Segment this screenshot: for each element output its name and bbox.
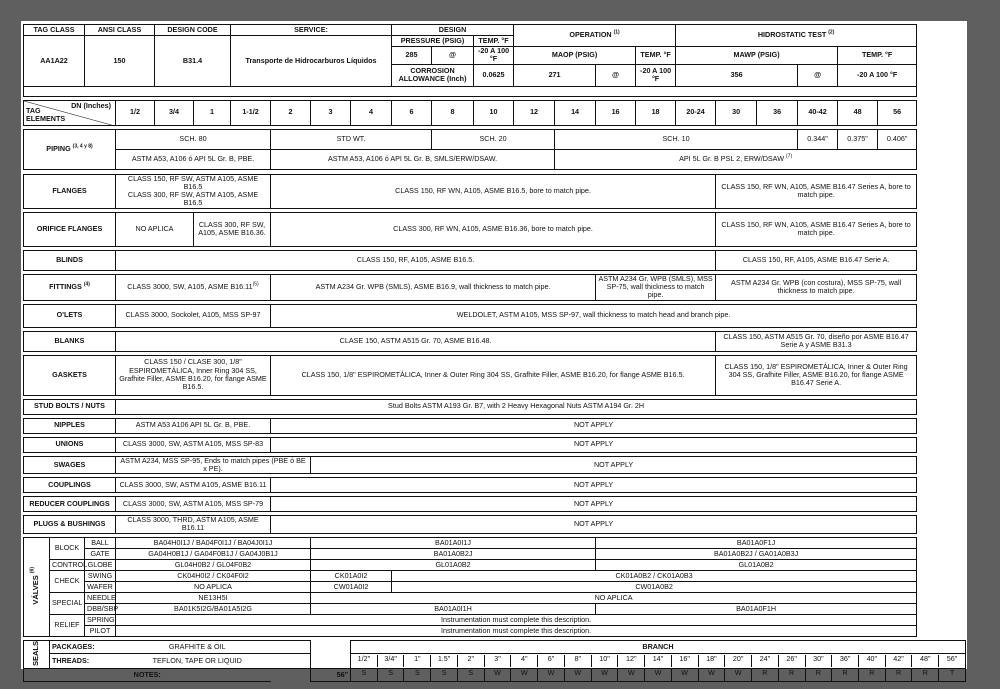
- branch-values-cell: [351, 668, 966, 681]
- tag-elements-label: TAG ELEMENTS: [26, 106, 66, 124]
- branch-code: S: [431, 669, 458, 681]
- valve-gate-row: [24, 548, 966, 559]
- dn-size: 12: [514, 100, 555, 125]
- branch-size: 4": [511, 655, 538, 667]
- branch-size: 56": [946, 654, 958, 664]
- valve-type-ball: BALL: [85, 537, 116, 548]
- branch-size: 24": [752, 655, 779, 667]
- service-label: SERVICE:: [231, 25, 392, 36]
- unions-c2: NOT APPLY: [271, 437, 917, 452]
- orifice-c4: CLASS 150, RF WN, A105, ASME B16.47 Series A, bore to match pipe.: [716, 212, 917, 246]
- plugs-label: PLUGS & BUSHINGS: [24, 516, 116, 534]
- dn-size: 4: [351, 100, 392, 125]
- valve-wafer-row: [24, 581, 966, 592]
- branch-size: 1/2": [351, 655, 378, 667]
- ansi-class-value: 150: [85, 36, 155, 87]
- design-pressure-value: 285: [392, 47, 432, 65]
- piping-label: PIPING $^{(3, 4 y 8)}$: [24, 129, 116, 169]
- piping-row: [24, 129, 966, 149]
- tag-class-value: AA1A22: [24, 36, 85, 87]
- design-code-value: B31.4: [155, 36, 231, 87]
- branch-size: 16": [672, 655, 699, 667]
- olets-row: [24, 304, 966, 327]
- corrosion-allowance-label: CORROSION ALLOWANCE (Inch): [392, 64, 474, 86]
- branch-size: 18": [699, 655, 726, 667]
- gaskets-c2: CLASS 150, 1/8" ESPIROMETÁLICA, Inner & Outer Ring 304 SS, Grafhite Filler, ASME B16.20, for flange ASME B16.5.: [271, 355, 716, 395]
- pressure-label: PRESSURE (PSIG): [392, 36, 474, 47]
- valve-type-pilot: PILOT: [85, 625, 116, 636]
- branch-size: 36": [832, 655, 859, 667]
- branch-size: 26": [779, 655, 806, 667]
- notes-label: NOTES:: [24, 668, 271, 681]
- piping-sch10: SCH. 10: [555, 129, 798, 149]
- reducer-label: REDUCER COUPLINGS: [24, 497, 116, 512]
- fittings-c3: ASTM A234 Gr. WPB (SMLS), MSS SP-75, wall thickness to match pipe.: [596, 274, 716, 300]
- gaskets-c3: CLASS 150, 1/8" ESPIROMETÁLICA, Inner & Outer Ring 304 SS, Grafhite Filler, ASME B16.20, for flange ASME B16.47 Serie A.: [716, 355, 917, 395]
- piping-thk-40: 0.344": [798, 129, 838, 149]
- swages-c1: ASTM A234, MSS SP-95, Ends to match pipes (PBE ó BE x PE).: [116, 456, 311, 474]
- hydrostatic-test-label: HIDROSTATIC TEST $^{(2)}$: [676, 25, 917, 47]
- blanks-row: [24, 331, 966, 351]
- branch-code: W: [645, 669, 672, 681]
- blanks-c2: CLASS 150, ASTM A515 Gr. 70, diseño por ASME B16.47 Serie A y ASME B31.3: [716, 331, 917, 351]
- unions-label: UNIONS: [24, 437, 116, 452]
- dn-size: 40-42: [798, 100, 838, 125]
- branch-size: 20": [725, 655, 752, 667]
- orifice-c1: NO APLICA: [116, 212, 194, 246]
- blinds-c2: CLASS 150, RF, A105, ASME B16.47 Serie A.: [716, 250, 917, 270]
- dn-size: 8: [432, 100, 474, 125]
- blinds-label: BLINDS: [24, 250, 116, 270]
- branch-code: R: [859, 669, 886, 681]
- fittings-c2: ASTM A234 Gr. WPB (SMLS), ASME B16.9, wall thickness to match pipe.: [271, 274, 596, 300]
- hydro-temp-value: -20 A 100 °F: [838, 64, 917, 86]
- branch-size: 3": [485, 655, 512, 667]
- design-label: DESIGN: [392, 25, 514, 36]
- flanges-row: [24, 174, 966, 208]
- blinds-row: [24, 250, 966, 270]
- mawp-value: 356: [676, 64, 798, 86]
- dn-label: DN (Inches): [71, 100, 111, 110]
- branch-code: W: [699, 669, 726, 681]
- valve-type-wafer: WAFER: [85, 581, 116, 592]
- valve-swing-c3: CK01A0B2 / CK01A0B3: [392, 570, 917, 581]
- reducer-c1: CLASS 3000, SW, ASTM A105, MSS SP-79: [116, 497, 271, 512]
- branch-size: 6": [538, 655, 565, 667]
- dn-size: 6: [392, 100, 432, 125]
- valve-dbb-c3: BA01A0F1H: [596, 603, 917, 614]
- packages-value: GRAFHITE & OIL: [85, 640, 311, 654]
- valve-swing-c1: CK04H0I2 / CK04F0I2: [116, 570, 311, 581]
- valve-dbb-c2: BA01A0I1H: [311, 603, 596, 614]
- valve-wafer-c2: CW01A0I2: [311, 581, 392, 592]
- branch-size: 1": [404, 655, 431, 667]
- dn-size: 48: [838, 100, 878, 125]
- branch-code: W: [485, 669, 512, 681]
- branch-size: 1.5": [431, 655, 458, 667]
- piping-std: STD WT.: [271, 129, 432, 149]
- design-temp-value: -20 A 100 °F: [474, 47, 514, 65]
- branch-values: [351, 669, 965, 681]
- hydro-at-sign: @: [798, 64, 838, 86]
- plugs-c2: NOT APPLY: [271, 516, 917, 534]
- branch-run-size: 56": [311, 668, 351, 681]
- branch-code: R: [806, 669, 833, 681]
- valve-group-special: SPECIAL: [50, 592, 85, 614]
- seals-label: SEALS: [24, 640, 50, 668]
- ansi-class-label: ANSI CLASS: [85, 25, 155, 36]
- seals-packages-row: [24, 640, 966, 654]
- dn-size: 20-24: [676, 100, 716, 125]
- valve-gate-c1: GA04H0B1J / GA04F0B1J / GA04J0B1J: [116, 548, 311, 559]
- op-temp-label: TEMP. °F: [636, 47, 676, 65]
- piping-thk-56: 0.406": [878, 129, 917, 149]
- branch-code: S: [404, 669, 431, 681]
- piping-thk-48: 0.375": [838, 129, 878, 149]
- piping-sch80: SCH. 80: [116, 129, 271, 149]
- nipples-c1: ASTM A53 A106 API 5L Gr. B, PBE.: [116, 418, 271, 433]
- service-value: Transporte de Hidrocarburos Líquidos: [231, 36, 392, 87]
- branch-code: W: [538, 669, 565, 681]
- maop-value: 271: [514, 64, 596, 86]
- dn-tag-header: [24, 100, 116, 125]
- reducer-c2: NOT APPLY: [271, 497, 917, 512]
- valve-needle-c1: NE13H5I: [116, 592, 311, 603]
- branch-code: S: [351, 669, 378, 681]
- branch-code: S: [458, 669, 485, 681]
- orifice-c3: CLASS 300, RF WN, A105, ASME B16.36, bore to match pipe.: [271, 212, 716, 246]
- corrosion-allowance-value: 0.0625: [474, 64, 514, 86]
- blanks-c1: CLASE 150, ASTM A515 Gr. 70, ASME B16.48.: [116, 331, 716, 351]
- orifice-c2: CLASS 300, RF SW, A105, ASME B16.36.: [194, 212, 271, 246]
- dn-size: 1-1/2: [231, 100, 271, 125]
- couplings-row: [24, 478, 966, 493]
- piping-sch20: SCH. 20: [432, 129, 555, 149]
- couplings-c1: CLASS 3000, SW, ASTM A105, ASME B16.11: [116, 478, 271, 493]
- valve-globe-c1: GL04H0B2 / GL04F0B2: [116, 559, 311, 570]
- tag-class-label: TAG CLASS: [24, 25, 85, 36]
- studs-row: [24, 399, 966, 414]
- dn-size: 16: [596, 100, 636, 125]
- branch-header-cell: [351, 654, 966, 669]
- valve-type-spring: SPRING: [85, 614, 116, 625]
- valve-group-relief: RELIEF: [50, 614, 85, 636]
- branch-size: 12": [618, 655, 645, 667]
- valve-type-globe: GLOBE: [85, 559, 116, 570]
- valve-type-gate: GATE: [85, 548, 116, 559]
- valve-swing-row: [24, 570, 966, 581]
- flanges-mid: CLASS 150, RF WN, A105, ASME B16.5, bore to match pipe.: [271, 174, 716, 208]
- branch-code: S: [378, 669, 405, 681]
- valve-gate-c2: BA01A0B2J: [311, 548, 596, 559]
- spacer-row: [24, 86, 966, 96]
- unions-c1: CLASS 3000, SW, ASTM A105, MSS SP-83: [116, 437, 271, 452]
- branch-size: 40": [859, 655, 886, 667]
- op-temp-value: -20 A 100 °F: [636, 64, 676, 86]
- dn-size: 36: [757, 100, 798, 125]
- valve-group-check: CHECK: [50, 570, 85, 592]
- unions-row: [24, 437, 966, 452]
- nipples-row: [24, 418, 966, 433]
- branch-code: W: [618, 669, 645, 681]
- valve-wafer-c3: CW01A0B2: [392, 581, 917, 592]
- piping-material-small: ASTM A53, A106 ó API 5L Gr. B, PBE.: [116, 149, 271, 169]
- design-code-label: DESIGN CODE: [155, 25, 231, 36]
- swages-row: [24, 456, 966, 474]
- dn-size-row: [24, 100, 966, 125]
- packages-label: PACKAGES:: [50, 640, 85, 654]
- dn-size: 3: [311, 100, 351, 125]
- operation-label: OPERATION $^{(1)}$: [514, 25, 676, 47]
- flanges-small: CLASS 150, RF SW, ASTM A105, ASME B16.5 CLASS 300, RF SW, ASTM A105, ASME B16.5: [116, 174, 271, 208]
- piping-material-large: API 5L Gr. B PSL 2, ERW/DSAW $^{(7)}$: [555, 149, 917, 169]
- valve-globe-c3: GL01A0B2: [596, 559, 917, 570]
- branch-code: R: [912, 669, 939, 681]
- studs-c1: Stud Bolts ASTM A193 Gr. B7, with 2 Heavy Hexagonal Nuts ASTM A194 Gr. 2H: [116, 399, 917, 414]
- olets-label: O'LETS: [24, 304, 116, 327]
- reducer-couplings-row: [24, 497, 966, 512]
- valve-gate-c3: BA01A0B2J / GA01A0B3J: [596, 548, 917, 559]
- valve-ball-row: [24, 537, 966, 548]
- valve-ball-c3: BA01A0F1J: [596, 537, 917, 548]
- design-temp-label: TEMP. °F: [474, 36, 514, 47]
- valve-group-control: CONTROL: [50, 559, 85, 570]
- blanks-label: BLANKS: [24, 331, 116, 351]
- branch-size: 2": [458, 655, 485, 667]
- branch-code: W: [672, 669, 699, 681]
- dn-size: 1: [194, 100, 231, 125]
- nipples-label: NIPPLES: [24, 418, 116, 433]
- valve-ball-c1: BA04H0I1J / BA04F0I1J / BA04J0I1J: [116, 537, 311, 548]
- orifice-label: ORIFICE FLANGES: [24, 212, 116, 246]
- dn-size: 18: [636, 100, 676, 125]
- orifice-row: [24, 212, 966, 246]
- seals-threads-row: [24, 654, 966, 669]
- branch-code: W: [511, 669, 538, 681]
- gaskets-row: [24, 355, 966, 395]
- branch-code: W: [725, 669, 752, 681]
- design-at-sign: @: [432, 47, 474, 65]
- valve-globe-c2: GL01A0B2: [311, 559, 596, 570]
- branch-size: 14": [645, 655, 672, 667]
- op-at-sign: @: [596, 64, 636, 86]
- dn-size: 1/2: [116, 100, 155, 125]
- dn-size: 3/4: [155, 100, 194, 125]
- branch-size: 48": [912, 655, 939, 667]
- valve-pilot-c1: Instrumentation must complete this description.: [116, 625, 917, 636]
- hydro-temp-label: TEMP. °F: [838, 47, 917, 65]
- valve-spring-row: [24, 614, 966, 625]
- branch-code: R: [832, 669, 859, 681]
- valve-needle-row: [24, 592, 966, 603]
- dn-size: 14: [555, 100, 596, 125]
- threads-label: THREADS:: [50, 654, 85, 669]
- piping-material-mid: ASTM A53, A106 ó API 5L Gr. B, SMLS/ERW/DSAW.: [271, 149, 555, 169]
- valve-ball-c2: BA01A0I1J: [311, 537, 596, 548]
- dn-size: 10: [474, 100, 514, 125]
- branch-code: T: [949, 667, 955, 677]
- fittings-row: [24, 274, 966, 300]
- swages-c2: NOT APPLY: [311, 456, 917, 474]
- branch-code: W: [592, 669, 619, 681]
- gaskets-label: GASKETS: [24, 355, 116, 395]
- fittings-c4: ASTM A234 Gr. WPB (con costura), MSS SP-75, wall thickness to match pipe.: [716, 274, 917, 300]
- valve-pilot-row: [24, 625, 966, 636]
- valve-swing-c2: CK01A0I2: [311, 570, 392, 581]
- valve-spring-c1: Instrumentation must complete this description.: [116, 614, 917, 625]
- piping-material-row: [24, 149, 966, 169]
- valve-needle-c2: NO APLICA: [311, 592, 917, 603]
- couplings-label: COUPLINGS: [24, 478, 116, 493]
- valve-dbb-row: [24, 603, 966, 614]
- branch-code: R: [779, 669, 806, 681]
- dn-size: 30: [716, 100, 757, 125]
- valve-type-swing: SWING: [85, 570, 116, 581]
- plugs-c1: CLASS 3000, THRD, ASTM A105, ASME B16.11: [116, 516, 271, 534]
- valve-wafer-c1: NO APLICA: [116, 581, 311, 592]
- branch-size-header: [351, 655, 965, 667]
- flanges-label: FLANGES: [24, 174, 116, 208]
- fittings-c1: CLASS 3000, SW, A105, ASME B16.11$^{(5)}$: [116, 274, 271, 300]
- valve-type-needle: NEEDLE: [85, 592, 116, 603]
- valve-dbb-c1: BA01K5I2G/BA01A5I2G: [116, 603, 311, 614]
- olets-c1: CLASS 3000, Sockolet, A105, MSS SP-97: [116, 304, 271, 327]
- maop-label: MAOP (PSIG): [514, 47, 636, 65]
- couplings-c2: NOT APPLY: [271, 478, 917, 493]
- notes-row: [24, 668, 966, 681]
- branch-code: R: [752, 669, 779, 681]
- dn-size: 56: [878, 100, 917, 125]
- branch-size: 42": [886, 655, 913, 667]
- blinds-c1: CLASS 150, RF, A105, ASME B16.5.: [116, 250, 716, 270]
- swages-label: SWAGES: [24, 456, 116, 474]
- spec-sheet: [21, 21, 967, 679]
- valves-label: VÁLVES $^{(6)}$: [24, 537, 50, 636]
- olets-c2: WELDOLET, ASTM A105, MSS SP-97, wall thickness to match head and branch pipe.: [271, 304, 917, 327]
- plugs-row: [24, 516, 966, 534]
- gaskets-c1: CLASS 150 / CLASE 300, 1/8" ESPIROMETÁLICA, Inner Ring 304 SS, Grafhite Filler, ASME B16.20, for flange ASME B16.5.: [116, 355, 271, 395]
- dn-size: 2: [271, 100, 311, 125]
- branch-code: W: [565, 669, 592, 681]
- valve-type-dbb: DBB/SBP: [85, 603, 116, 614]
- threads-value: TEFLON, TAPE OR LIQUID: [85, 654, 311, 669]
- branch-code: R: [886, 669, 913, 681]
- mawp-label: MAWP (PSIG): [676, 47, 838, 65]
- studs-label: STUD BOLTS / NUTS: [24, 399, 116, 414]
- fittings-label: FITTINGS $^{(4)}$: [24, 274, 116, 300]
- valve-globe-row: [24, 559, 966, 570]
- flanges-large: CLASS 150, RF WN, A105, ASME B16.47 Series A, bore to match pipe.: [716, 174, 917, 208]
- valve-group-block: BLOCK: [50, 537, 85, 559]
- branch-size: 10": [592, 655, 619, 667]
- nipples-c2: NOT APPLY: [271, 418, 917, 433]
- branch-label: BRANCH: [351, 640, 966, 654]
- branch-size: 30": [806, 655, 833, 667]
- branch-size: 8": [565, 655, 592, 667]
- piping-class-table: [23, 24, 966, 682]
- branch-size: 3/4": [378, 655, 405, 667]
